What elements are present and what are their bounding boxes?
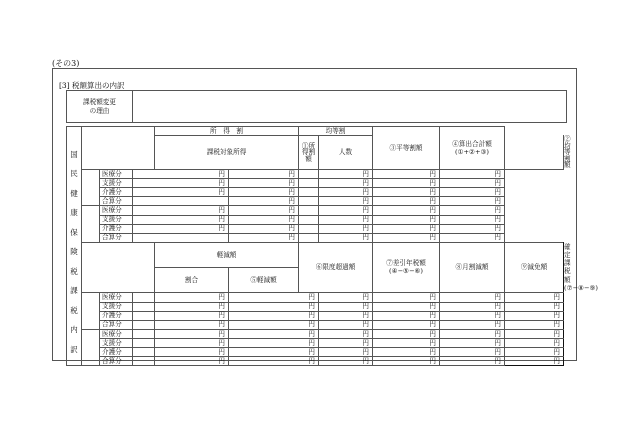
row-label: 医療分 (100, 293, 133, 302)
flat-cell[interactable]: 円 (373, 197, 440, 206)
subtotal-header (440, 127, 505, 170)
income-amount-cell[interactable]: 円 (229, 169, 299, 178)
empty-cell (505, 179, 564, 188)
deduct-header (373, 242, 440, 293)
row-label: 合算分 (100, 197, 133, 206)
reason-field[interactable] (133, 91, 567, 123)
reduction-cell[interactable]: 円 (155, 320, 229, 329)
deduct-cell[interactable]: 円 (319, 320, 373, 329)
header-blank (82, 127, 155, 170)
reduction-cell[interactable]: 円 (155, 329, 229, 338)
rate-cell[interactable] (133, 339, 155, 348)
reason-table (66, 90, 567, 123)
monthly-cell[interactable]: 円 (373, 329, 440, 338)
subtotal-cell[interactable]: 円 (440, 215, 505, 224)
rate-header: 割合 (155, 268, 229, 293)
subtotal-cell[interactable]: 円 (440, 188, 505, 197)
income-amount-cell[interactable]: 円 (229, 233, 299, 242)
row-label: 介護分 (100, 188, 133, 197)
persons-header: 人数 (319, 136, 373, 170)
deduct-cell[interactable]: 円 (319, 348, 373, 357)
empty-cell (505, 169, 564, 178)
row-label: 合算分 (100, 357, 133, 366)
header-blank (82, 242, 155, 293)
monthly-cell[interactable]: 円 (373, 311, 440, 320)
per-capita-cell[interactable]: 円 (319, 169, 373, 178)
deduct-cell[interactable]: 円 (319, 339, 373, 348)
per-capita-cell[interactable]: 円 (319, 197, 373, 206)
section-title: [3] 税額算出の内訳 (59, 81, 125, 90)
vlabel-char: 税 (70, 305, 78, 315)
reduction-header: 軽減額 (155, 242, 299, 268)
flat-cell[interactable]: 円 (373, 233, 440, 242)
persons-cell[interactable] (299, 215, 319, 224)
flat-cell[interactable]: 円 (373, 224, 440, 233)
empty-cell (505, 233, 564, 242)
exemption-cell[interactable]: 円 (440, 348, 505, 357)
vertical-label (67, 127, 82, 366)
income-amount-cell[interactable]: 円 (229, 215, 299, 224)
rate-cell[interactable] (133, 348, 155, 357)
persons-cell[interactable] (299, 179, 319, 188)
subtotal-header-line2: (①+②+③) (455, 147, 489, 156)
subtotal-cell[interactable]: 円 (440, 197, 505, 206)
deduct-cell[interactable]: 円 (319, 329, 373, 338)
reduction-amount-header: ⑤軽減額 (229, 268, 299, 293)
final-cell[interactable]: 円 (505, 320, 564, 329)
taxable-income-cell[interactable]: 円 (133, 188, 229, 197)
row-label: 支援分 (100, 302, 133, 311)
row-label: 介護分 (100, 311, 133, 320)
rate-cell[interactable] (133, 293, 155, 302)
taxable-income-cell[interactable]: 円 (133, 179, 229, 188)
subtotal-cell[interactable]: 円 (440, 206, 505, 215)
vlabel-char: 税 (70, 266, 78, 276)
tax-breakdown-table: 国 民 健 康 保 険 税 課 税 内 訳 所 得 割 均等割 ③平等割額 ④算出合計額 (①+②+③) 課税対象所得 ①所得割額 人数 ②均等割額 医療分 円 円 円 円 円 支援分 円 円 円 円 円 介護分 円 円 円 円 円 合算分 円 円 円 円 医療分 円 円 円 円 円 支援分 円 円 円 円 円 介護分 円 円 円 円 円 合算分 円 円 円 円 軽減額 ⑥限度超過額 ⑦差引年税額 (④−⑤−⑥) ⑧月割減額 ⑨減免額 確定課税額 (⑦−⑧−⑨) 割合 ⑤軽減額 医療分 円 円 円 円 円 円 支援分 円 円 円 円 円 円 介護分 円 円 円 円 円 円 合算分 円 円 円 円 円 円 医療分 円 円 円 円 円 円 支援分 円 円 円 円 円 円 介護分 円 円 円 円 円 円 合算分 円 円 円 円 円 円 (66, 126, 564, 366)
taxable-income-cell[interactable]: 円 (133, 224, 229, 233)
row-label: 支援分 (100, 339, 133, 348)
taxable-income-header: 課税対象所得 (155, 136, 299, 170)
flat-cell[interactable]: 円 (373, 215, 440, 224)
limit-excess-cell[interactable]: 円 (229, 348, 319, 357)
page-label: (その3) (52, 59, 80, 68)
reason-label (67, 91, 133, 123)
deduct-header-line1: ⑦差引年税額 (386, 259, 426, 268)
rate-cell[interactable] (133, 311, 155, 320)
per-capita-cell[interactable]: 円 (319, 188, 373, 197)
vlabel-char: 民 (70, 169, 78, 178)
reduction-cell[interactable]: 円 (155, 339, 229, 348)
limit-excess-cell[interactable]: 円 (229, 329, 319, 338)
row-label: 介護分 (100, 224, 133, 233)
empty-cell (505, 224, 564, 233)
limit-excess-header: ⑥限度超過額 (299, 242, 373, 293)
limit-excess-cell[interactable]: 円 (229, 302, 319, 311)
persons-cell[interactable] (299, 224, 319, 233)
group-blank (82, 169, 100, 205)
persons-cell[interactable] (299, 197, 319, 206)
per-capita-header: 均等割 (299, 127, 373, 136)
row-label: 支援分 (100, 215, 133, 224)
reduction-cell[interactable]: 円 (155, 293, 229, 302)
taxable-income-cell[interactable]: 円 (133, 215, 229, 224)
row-label: 支援分 (100, 179, 133, 188)
exemption-cell[interactable]: 円 (440, 311, 505, 320)
vlabel-char: 健 (70, 188, 78, 198)
exemption-cell[interactable]: 円 (440, 329, 505, 338)
exemption-header: ⑨減免額 (505, 242, 564, 293)
reason-label-line2: の理由 (89, 106, 110, 115)
persons-cell[interactable] (299, 206, 319, 215)
vlabel-char: 内 (70, 325, 78, 334)
limit-excess-cell[interactable]: 円 (229, 311, 319, 320)
row-label: 医療分 (100, 329, 133, 338)
final-cell[interactable]: 円 (505, 293, 564, 302)
per-capita-cell[interactable]: 円 (319, 233, 373, 242)
exemption-cell[interactable]: 円 (440, 302, 505, 311)
rate-cell[interactable] (133, 329, 155, 338)
taxable-income-cell[interactable] (133, 233, 229, 242)
persons-cell[interactable] (299, 188, 319, 197)
flat-cell[interactable]: 円 (373, 206, 440, 215)
vlabel-char: 課 (70, 286, 78, 295)
final-cell[interactable]: 円 (505, 348, 564, 357)
group-blank (82, 329, 100, 365)
limit-excess-cell[interactable]: 円 (229, 339, 319, 348)
limit-excess-cell[interactable]: 円 (229, 293, 319, 302)
row-label: 合算分 (100, 233, 133, 242)
monthly-cell[interactable]: 円 (373, 339, 440, 348)
reduction-cell[interactable]: 円 (155, 357, 229, 366)
empty-cell (505, 197, 564, 206)
deduct-cell[interactable]: 円 (319, 311, 373, 320)
rate-cell[interactable] (133, 357, 155, 366)
row-label: 医療分 (100, 206, 133, 215)
deduct-header-line2: (④−⑤−⑥) (389, 267, 423, 276)
subtotal-cell[interactable]: 円 (440, 169, 505, 178)
deduct-cell[interactable]: 円 (319, 293, 373, 302)
reduction-cell[interactable]: 円 (155, 302, 229, 311)
limit-excess-cell[interactable]: 円 (229, 320, 319, 329)
income-amount-cell[interactable]: 円 (229, 179, 299, 188)
group-blank (82, 206, 100, 242)
exemption-cell[interactable]: 円 (440, 339, 505, 348)
monthly-cell[interactable]: 円 (373, 357, 440, 366)
deduct-cell[interactable]: 円 (319, 357, 373, 366)
per-capita-cell[interactable]: 円 (319, 179, 373, 188)
exemption-cell[interactable]: 円 (440, 293, 505, 302)
final-cell[interactable]: 円 (505, 357, 564, 366)
monthly-cell[interactable]: 円 (373, 320, 440, 329)
taxable-income-cell[interactable]: 円 (133, 169, 229, 178)
limit-excess-cell[interactable]: 円 (229, 357, 319, 366)
subtotal-cell[interactable]: 円 (440, 233, 505, 242)
empty-cell (505, 206, 564, 215)
income-amount-cell[interactable]: 円 (229, 206, 299, 215)
group-blank (82, 293, 100, 329)
vlabel-char: 国 (70, 149, 78, 159)
empty-corner (505, 127, 564, 170)
final-cell[interactable]: 円 (505, 329, 564, 338)
reduction-cell[interactable]: 円 (155, 311, 229, 320)
vlabel-char: 険 (70, 247, 78, 256)
final-cell[interactable]: 円 (505, 302, 564, 311)
persons-cell[interactable] (299, 233, 319, 242)
income-amount-cell[interactable]: 円 (229, 188, 299, 197)
row-label: 合算分 (100, 320, 133, 329)
exemption-cell[interactable]: 円 (440, 320, 505, 329)
reduction-cell[interactable]: 円 (155, 348, 229, 357)
flat-cell[interactable]: 円 (373, 179, 440, 188)
flat-cell[interactable]: 円 (373, 169, 440, 178)
per-capita-cell[interactable]: 円 (319, 215, 373, 224)
monthly-header: ⑧月割減額 (440, 242, 505, 293)
rate-cell[interactable] (133, 302, 155, 311)
monthly-cell[interactable]: 円 (373, 348, 440, 357)
income-amount-cell[interactable]: 円 (229, 197, 299, 206)
empty-cell (505, 215, 564, 224)
flat-cell[interactable]: 円 (373, 188, 440, 197)
persons-cell[interactable] (299, 169, 319, 178)
monthly-cell[interactable]: 円 (373, 302, 440, 311)
income-header: 所 得 割 (155, 127, 299, 136)
monthly-cell[interactable]: 円 (373, 293, 440, 302)
row-label: 介護分 (100, 348, 133, 357)
empty-cell (505, 188, 564, 197)
exemption-cell[interactable]: 円 (440, 357, 505, 366)
deduct-cell[interactable]: 円 (319, 302, 373, 311)
income-amount-header: ①所得割額 (299, 136, 319, 170)
row-label: 医療分 (100, 169, 133, 178)
rate-cell[interactable] (133, 320, 155, 329)
per-capita-cell[interactable]: 円 (319, 224, 373, 233)
final-cell[interactable]: 円 (505, 339, 564, 348)
vlabel-char: 訳 (70, 344, 78, 354)
taxable-income-cell[interactable] (133, 197, 229, 206)
subtotal-header-line1: ④算出合計額 (452, 139, 492, 148)
per-capita-cell[interactable]: 円 (319, 206, 373, 215)
final-cell[interactable]: 円 (505, 311, 564, 320)
flat-amount-header: ③平等割額 (373, 127, 440, 170)
vlabel-char: 康 (70, 208, 78, 217)
reason-label-line1: 課税額変更 (83, 98, 116, 107)
vlabel-char: 保 (70, 227, 78, 237)
taxable-income-cell[interactable]: 円 (133, 206, 229, 215)
subtotal-cell[interactable]: 円 (440, 224, 505, 233)
subtotal-cell[interactable]: 円 (440, 179, 505, 188)
income-amount-cell[interactable]: 円 (229, 224, 299, 233)
